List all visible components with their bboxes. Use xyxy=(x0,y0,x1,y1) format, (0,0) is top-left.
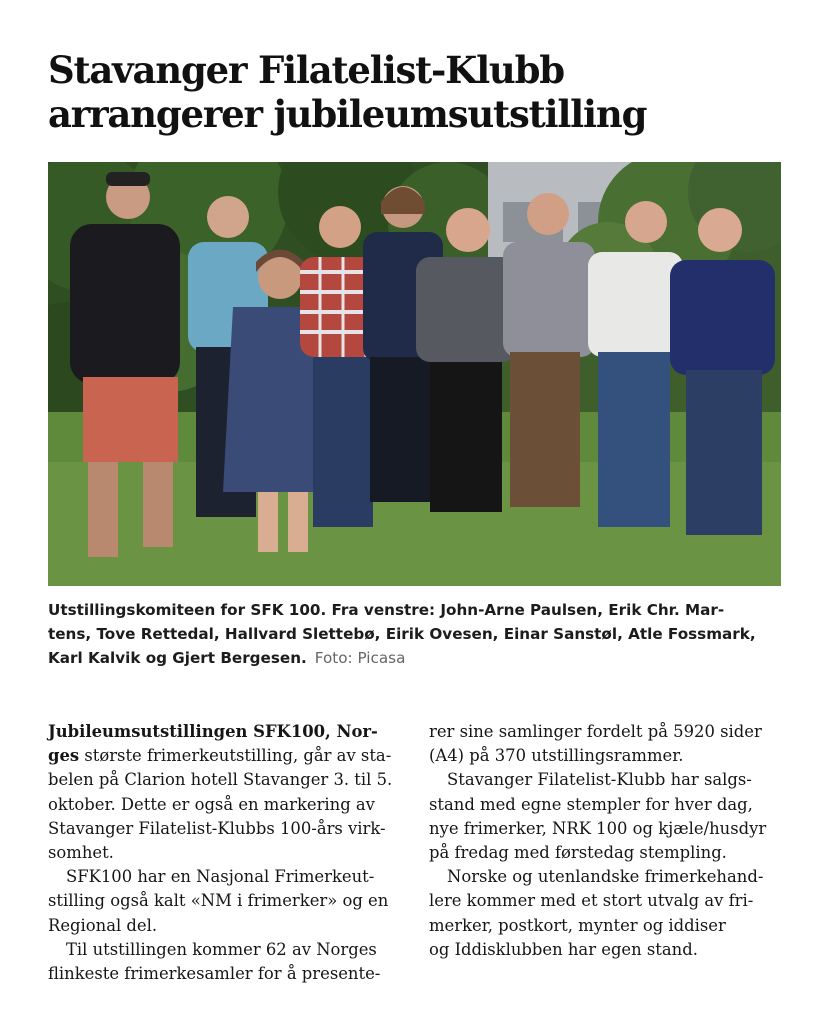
body-line xyxy=(48,720,408,744)
photo-caption xyxy=(48,598,788,670)
photo-credit: Foto: Picasa xyxy=(314,649,406,667)
body-line: rer sine samlinger fordelt på 5920 sider xyxy=(429,722,762,741)
group-photo-illustration xyxy=(48,162,781,586)
caption-line-last xyxy=(48,646,788,670)
body-line: Norske og utenlandske frimerkehand- xyxy=(447,867,764,887)
lead-bold: Jubileumsutstillingen SFK100, Nor- xyxy=(48,722,378,741)
headline-line: arrangerer jubileumsutstilling xyxy=(48,92,647,136)
body-column-1 xyxy=(48,720,408,986)
body-line: (A4) på 370 utstillingsrammer. xyxy=(429,746,684,766)
body-line: Stavanger Filatelist-Klubbs 100-års virk- xyxy=(48,818,386,838)
lead-rest: største frimerkeutstilling, går av sta- xyxy=(79,746,392,766)
body-line: Regional del. xyxy=(48,915,158,935)
body-line: merker, postkort, mynter og iddiser xyxy=(429,915,726,935)
body-line: lere kommer med et stort utvalg av fri- xyxy=(429,891,754,911)
body-line: belen på Clarion hotell Stavanger 3. til 5. xyxy=(48,770,393,790)
caption-line: tens, Tove Rettedal, Hallvard Slettebø, Eirik Ovesen, Einar Sanstøl, Atle Fossmark, xyxy=(48,625,756,643)
body-line: nye frimerker, NRK 100 og kjæle/husdyr xyxy=(429,818,767,838)
body-column-2 xyxy=(429,720,794,962)
body-line: og Iddisklubben har egen stand. xyxy=(429,939,698,959)
body-line: flinkeste frimerkesamler for å presente- xyxy=(48,964,381,984)
article-headline xyxy=(48,48,808,136)
caption-text: Karl Kalvik og Gjert Bergesen. xyxy=(48,649,307,667)
body-line: stilling også kalt «NM i frimerker» og en xyxy=(48,891,389,911)
body-line: Til utstillingen kommer 62 av Norges xyxy=(66,939,377,959)
body-line: stand med egne stempler for hver dag, xyxy=(429,794,753,814)
headline-line: Stavanger Filatelist-Klubb xyxy=(48,48,564,92)
body-line xyxy=(48,744,408,768)
body-line: oktober. Dette er også en markering av xyxy=(48,794,375,814)
caption-line: Utstillingskomiteen for SFK 100. Fra venstre: John-Arne Paulsen, Erik Chr. Mar- xyxy=(48,601,725,619)
body-line: Stavanger Filatelist-Klubb har salgs- xyxy=(447,770,752,790)
lead-bold-2: ges xyxy=(48,746,80,766)
group-photo xyxy=(48,162,781,586)
body-line: somhet. xyxy=(48,843,114,863)
body-line: på fredag med førstedag stempling. xyxy=(429,843,727,863)
body-line: SFK100 har en Nasjonal Frimerkeut- xyxy=(66,867,375,887)
